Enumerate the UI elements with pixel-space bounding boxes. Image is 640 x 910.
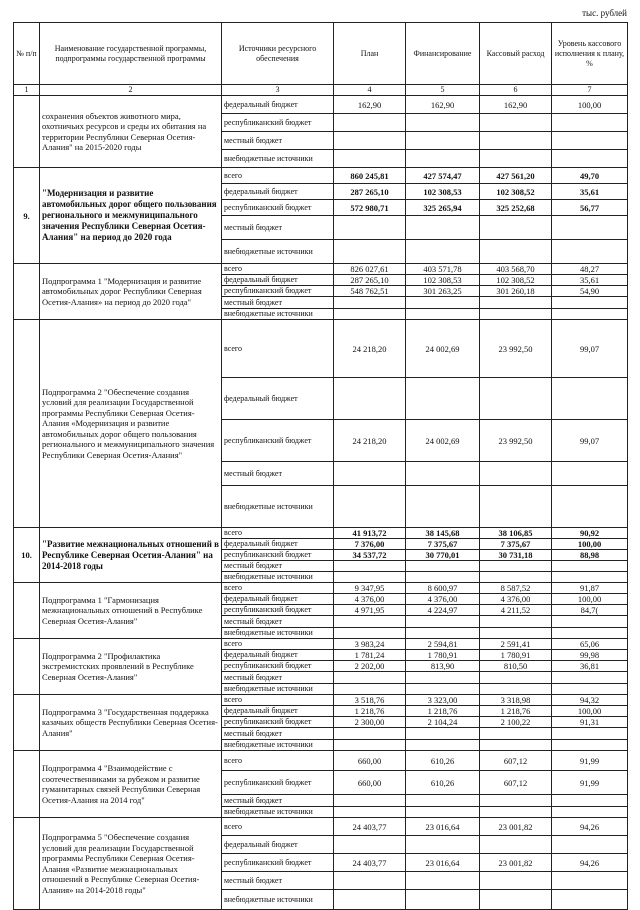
cash-cell: 810,50 (480, 661, 552, 672)
subprogram-name: Подпрограмма 1 "Гармонизация межнациональных отношений в Республике Северная Осетия-Алания" (40, 583, 222, 639)
plan-cell (334, 572, 406, 583)
cash-cell: 102 308,52 (480, 184, 552, 200)
cash-cell: 301 260,18 (480, 286, 552, 297)
header-row (14, 23, 628, 85)
source-cell: федеральный бюджет (222, 650, 334, 661)
cash-cell: 607,12 (480, 771, 552, 795)
funding-cell: 162,90 (406, 96, 480, 114)
source-cell: местный бюджет (222, 728, 334, 740)
cash-cell (480, 216, 552, 240)
cash-cell: 4 376,00 (480, 594, 552, 605)
plan-cell (334, 795, 406, 807)
percent-cell (552, 836, 628, 854)
unit-label: тыс. рублей (582, 8, 627, 18)
percent-cell (552, 795, 628, 807)
index-cell: 2 (40, 85, 222, 96)
source-cell: всего (222, 168, 334, 184)
funding-cell: 38 145,68 (406, 528, 480, 539)
plan-cell (334, 378, 406, 420)
plan-cell (334, 728, 406, 740)
plan-cell: 9 347,95 (334, 583, 406, 594)
percent-cell (552, 309, 628, 320)
source-cell: республиканский бюджет (222, 717, 334, 728)
plan-cell: 34 537,72 (334, 550, 406, 561)
col-name-header: Наименование государственной программы, подпрограммы государственной программы (40, 23, 222, 85)
plan-cell: 4 971,95 (334, 605, 406, 616)
cash-cell (480, 628, 552, 639)
cash-cell (480, 114, 552, 132)
percent-cell (552, 297, 628, 309)
plan-cell (334, 114, 406, 132)
funding-cell: 24 002,69 (406, 320, 480, 378)
col-cash-header: Кассовый расход (480, 23, 552, 85)
percent-cell (552, 240, 628, 264)
percent-cell: 94,32 (552, 695, 628, 706)
source-cell: местный бюджет (222, 872, 334, 890)
funding-cell: 3 323,00 (406, 695, 480, 706)
source-cell: внебюджетные источники (222, 150, 334, 168)
funding-cell (406, 561, 480, 572)
plan-cell (334, 890, 406, 910)
plan-cell: 287 265,10 (334, 184, 406, 200)
percent-cell (552, 150, 628, 168)
subprogram-name: сохранения объектов животного мира, охотничьих ресурсов и среды их обитания на территории Республики Северная Осетия-Алания" на 2015-2020 годы (40, 96, 222, 168)
funding-cell: 30 770,01 (406, 550, 480, 561)
funding-cell (406, 836, 480, 854)
funding-cell (406, 807, 480, 818)
plan-cell (334, 462, 406, 486)
plan-cell (334, 836, 406, 854)
funding-cell (406, 150, 480, 168)
cash-cell (480, 836, 552, 854)
source-cell: федеральный бюджет (222, 378, 334, 420)
plan-cell: 572 980,71 (334, 200, 406, 216)
percent-cell: 49,70 (552, 168, 628, 184)
table-row (14, 264, 628, 275)
source-cell: местный бюджет (222, 672, 334, 684)
percent-cell (552, 616, 628, 628)
funding-cell: 610,26 (406, 751, 480, 771)
col-plan-header: План (334, 23, 406, 85)
cash-cell (480, 795, 552, 807)
funding-cell (406, 114, 480, 132)
cash-cell: 7 375,67 (480, 539, 552, 550)
program-name: "Модернизация и развитие автомобильных дорог общего пользования регионального и межмуниципального значения Республики Северная Осетия-Алания" на период до 2020 года (40, 168, 222, 264)
funding-cell: 610,26 (406, 771, 480, 795)
percent-cell (552, 378, 628, 420)
row-number (14, 264, 40, 320)
funding-cell (406, 132, 480, 150)
source-cell: республиканский бюджет (222, 605, 334, 616)
funding-cell: 24 002,69 (406, 420, 480, 462)
source-cell: местный бюджет (222, 561, 334, 572)
cash-cell (480, 672, 552, 684)
source-cell: федеральный бюджет (222, 836, 334, 854)
funding-cell: 4 224,97 (406, 605, 480, 616)
funding-cell: 4 376,00 (406, 594, 480, 605)
plan-cell: 548 762,51 (334, 286, 406, 297)
subprogram-name: Подпрограмма 5 "Обеспечение создания условий для реализации Государственной программы Республики Северная Осетия-Алания «Развитие межнациональных отношений в Республике Северная Осетия-Алания» на 2014-2018 годы" (40, 818, 222, 910)
percent-cell: 35,61 (552, 275, 628, 286)
table-row (14, 695, 628, 706)
percent-cell: 91,87 (552, 583, 628, 594)
funding-cell (406, 628, 480, 639)
plan-cell: 24 403,77 (334, 854, 406, 872)
funding-cell: 2 104,24 (406, 717, 480, 728)
funding-cell (406, 572, 480, 583)
plan-cell: 24 218,20 (334, 420, 406, 462)
cash-cell: 102 308,52 (480, 275, 552, 286)
source-cell: всего (222, 639, 334, 650)
cash-cell (480, 728, 552, 740)
funding-cell: 1 780,91 (406, 650, 480, 661)
table-body (14, 96, 628, 910)
table-row (14, 96, 628, 114)
cash-cell: 427 561,20 (480, 168, 552, 184)
plan-cell: 41 913,72 (334, 528, 406, 539)
funding-cell (406, 216, 480, 240)
cash-cell (480, 807, 552, 818)
cash-cell: 23 992,50 (480, 320, 552, 378)
percent-cell (552, 114, 628, 132)
row-number (14, 320, 40, 528)
plan-cell: 1 218,76 (334, 706, 406, 717)
source-cell: республиканский бюджет (222, 420, 334, 462)
percent-cell (552, 572, 628, 583)
cash-cell (480, 890, 552, 910)
cash-cell (480, 616, 552, 628)
cash-cell (480, 486, 552, 528)
row-number (14, 818, 40, 910)
percent-cell (552, 462, 628, 486)
table-row (14, 818, 628, 836)
cash-cell: 23 001,82 (480, 818, 552, 836)
source-cell: федеральный бюджет (222, 96, 334, 114)
index-cell: 4 (334, 85, 406, 96)
plan-cell (334, 628, 406, 639)
source-cell: республиканский бюджет (222, 854, 334, 872)
plan-cell: 826 027,61 (334, 264, 406, 275)
percent-cell: 91,31 (552, 717, 628, 728)
percent-cell: 35,61 (552, 184, 628, 200)
cash-cell: 1 780,91 (480, 650, 552, 661)
plan-cell: 660,00 (334, 771, 406, 795)
percent-cell (552, 807, 628, 818)
percent-cell: 100,00 (552, 539, 628, 550)
plan-cell (334, 486, 406, 528)
source-cell: федеральный бюджет (222, 594, 334, 605)
plan-cell: 24 218,20 (334, 320, 406, 378)
percent-cell: 90,92 (552, 528, 628, 539)
row-number (14, 96, 40, 168)
plan-cell: 3 518,76 (334, 695, 406, 706)
percent-cell: 54,90 (552, 286, 628, 297)
plan-cell (334, 240, 406, 264)
source-cell: внебюджетные источники (222, 740, 334, 751)
source-cell: всего (222, 583, 334, 594)
source-cell: всего (222, 528, 334, 539)
col-percent-header: Уровень кассового исполнения к плану, % (552, 23, 628, 85)
funding-cell (406, 297, 480, 309)
percent-cell: 99,07 (552, 420, 628, 462)
plan-cell (334, 672, 406, 684)
percent-cell: 100,00 (552, 706, 628, 717)
plan-cell: 287 265,10 (334, 275, 406, 286)
percent-cell (552, 561, 628, 572)
subprogram-name: Подпрограмма 3 "Государственная поддержка казачьих обществ Республики Северная Осетия-Алания" (40, 695, 222, 751)
cash-cell (480, 572, 552, 583)
source-cell: республиканский бюджет (222, 286, 334, 297)
source-cell: республиканский бюджет (222, 200, 334, 216)
cash-cell (480, 740, 552, 751)
row-number (14, 583, 40, 639)
row-number: 10. (14, 528, 40, 583)
funding-cell: 301 263,25 (406, 286, 480, 297)
percent-cell (552, 486, 628, 528)
source-cell: республиканский бюджет (222, 661, 334, 672)
source-cell: всего (222, 751, 334, 771)
funding-cell (406, 684, 480, 695)
funding-cell (406, 740, 480, 751)
cash-cell: 403 568,70 (480, 264, 552, 275)
source-cell: местный бюджет (222, 297, 334, 309)
funding-cell: 102 308,53 (406, 275, 480, 286)
percent-cell: 100,00 (552, 96, 628, 114)
source-cell: федеральный бюджет (222, 539, 334, 550)
subprogram-name: Подпрограмма 4 "Взаимодействие с соотечественниками за рубежом и развитие гуманитарных связей Республики Северная Осетия-Алания на 2014 год" (40, 751, 222, 818)
index-cell: 3 (222, 85, 334, 96)
percent-cell: 48,27 (552, 264, 628, 275)
cash-cell: 2 591,41 (480, 639, 552, 650)
cash-cell: 607,12 (480, 751, 552, 771)
percent-cell: 65,06 (552, 639, 628, 650)
cash-cell (480, 684, 552, 695)
table-row (14, 751, 628, 771)
plan-cell (334, 150, 406, 168)
cash-cell: 162,90 (480, 96, 552, 114)
plan-cell: 4 376,00 (334, 594, 406, 605)
source-cell: всего (222, 695, 334, 706)
percent-cell: 84,7( (552, 605, 628, 616)
source-cell: местный бюджет (222, 795, 334, 807)
plan-cell (334, 740, 406, 751)
plan-cell: 7 376,00 (334, 539, 406, 550)
row-number (14, 751, 40, 818)
funding-cell (406, 309, 480, 320)
plan-cell (334, 297, 406, 309)
funding-cell (406, 486, 480, 528)
percent-cell (552, 672, 628, 684)
source-cell: местный бюджет (222, 616, 334, 628)
cash-cell: 2 100,22 (480, 717, 552, 728)
col-num-header: № п/п (14, 23, 40, 85)
percent-cell: 36,81 (552, 661, 628, 672)
index-cell: 6 (480, 85, 552, 96)
percent-cell: 100,00 (552, 594, 628, 605)
source-cell: республиканский бюджет (222, 550, 334, 561)
plan-cell: 24 403,77 (334, 818, 406, 836)
percent-cell: 91,99 (552, 751, 628, 771)
plan-cell (334, 872, 406, 890)
percent-cell (552, 216, 628, 240)
percent-cell (552, 132, 628, 150)
cash-cell: 23 001,82 (480, 854, 552, 872)
funding-cell (406, 728, 480, 740)
source-cell: федеральный бюджет (222, 706, 334, 717)
plan-cell (334, 561, 406, 572)
percent-cell: 91,99 (552, 771, 628, 795)
subprogram-name: Подпрограмма 2 "Профилактика экстремистских проявлений в Республике Северная Осетия-Алания" (40, 639, 222, 695)
percent-cell: 99,98 (552, 650, 628, 661)
percent-cell: 94,26 (552, 818, 628, 836)
funding-cell: 403 571,78 (406, 264, 480, 275)
source-cell: федеральный бюджет (222, 275, 334, 286)
cash-cell: 1 218,76 (480, 706, 552, 717)
funding-cell (406, 672, 480, 684)
cash-cell (480, 150, 552, 168)
source-cell: республиканский бюджет (222, 114, 334, 132)
cash-cell (480, 462, 552, 486)
percent-cell: 99,07 (552, 320, 628, 378)
source-cell: внебюджетные источники (222, 309, 334, 320)
percent-cell: 94,26 (552, 854, 628, 872)
cash-cell (480, 561, 552, 572)
cash-cell: 38 106,85 (480, 528, 552, 539)
col-funding-header: Финансирование (406, 23, 480, 85)
funding-cell (406, 890, 480, 910)
index-cell: 7 (552, 85, 628, 96)
cash-cell: 325 252,68 (480, 200, 552, 216)
cash-cell (480, 132, 552, 150)
plan-cell (334, 616, 406, 628)
plan-cell (334, 807, 406, 818)
table-row (14, 639, 628, 650)
funding-cell (406, 378, 480, 420)
cash-cell: 30 731,18 (480, 550, 552, 561)
table-row (14, 583, 628, 594)
plan-cell: 3 983,24 (334, 639, 406, 650)
funding-cell (406, 240, 480, 264)
funding-cell: 102 308,53 (406, 184, 480, 200)
source-cell: республиканский бюджет (222, 771, 334, 795)
funding-cell (406, 616, 480, 628)
cash-cell (480, 297, 552, 309)
row-number: 9. (14, 168, 40, 264)
source-cell: внебюджетные источники (222, 572, 334, 583)
table-row (14, 528, 628, 539)
cash-cell: 3 318,98 (480, 695, 552, 706)
cash-cell (480, 309, 552, 320)
source-cell: местный бюджет (222, 216, 334, 240)
subprogram-name: Подпрограмма 2 "Обеспечение создания условий для реализации Государственной программы Республики Северная Осетия-Алания «Модернизация и развитие автомобильных дорог общего пользования регионального и межмуниципального значения Республики Северная Осетия-Алания" (40, 320, 222, 528)
source-cell: внебюджетные источники (222, 628, 334, 639)
source-cell: внебюджетные источники (222, 684, 334, 695)
cash-cell: 8 587,52 (480, 583, 552, 594)
plan-cell: 162,90 (334, 96, 406, 114)
source-cell: местный бюджет (222, 462, 334, 486)
budget-table (13, 22, 628, 910)
source-cell: федеральный бюджет (222, 184, 334, 200)
percent-cell (552, 872, 628, 890)
row-number (14, 639, 40, 695)
percent-cell (552, 728, 628, 740)
program-name: "Развитие межнациональных отношений в Республике Северная Осетия-Алания" на 2014-2018 годы (40, 528, 222, 583)
plan-cell: 2 300,00 (334, 717, 406, 728)
source-cell: внебюджетные источники (222, 486, 334, 528)
plan-cell (334, 216, 406, 240)
plan-cell: 2 202,00 (334, 661, 406, 672)
source-cell: местный бюджет (222, 132, 334, 150)
index-cell: 1 (14, 85, 40, 96)
funding-cell (406, 872, 480, 890)
index-cell: 5 (406, 85, 480, 96)
row-number (14, 695, 40, 751)
funding-cell: 23 016,64 (406, 854, 480, 872)
funding-cell: 7 375,67 (406, 539, 480, 550)
cash-cell: 23 992,50 (480, 420, 552, 462)
percent-cell (552, 890, 628, 910)
funding-cell: 427 574,47 (406, 168, 480, 184)
plan-cell: 660,00 (334, 751, 406, 771)
percent-cell (552, 740, 628, 751)
cash-cell (480, 378, 552, 420)
plan-cell (334, 309, 406, 320)
funding-cell: 2 594,81 (406, 639, 480, 650)
source-cell: всего (222, 264, 334, 275)
funding-cell: 23 016,64 (406, 818, 480, 836)
source-cell: внебюджетные источники (222, 807, 334, 818)
funding-cell: 813,90 (406, 661, 480, 672)
source-cell: всего (222, 320, 334, 378)
cash-cell (480, 240, 552, 264)
funding-cell (406, 462, 480, 486)
index-row (14, 85, 628, 96)
cash-cell (480, 872, 552, 890)
percent-cell: 56,77 (552, 200, 628, 216)
percent-cell: 88,98 (552, 550, 628, 561)
funding-cell: 1 218,76 (406, 706, 480, 717)
cash-cell: 4 211,52 (480, 605, 552, 616)
funding-cell: 325 265,94 (406, 200, 480, 216)
source-cell: внебюджетные источники (222, 240, 334, 264)
plan-cell: 1 781,24 (334, 650, 406, 661)
funding-cell (406, 795, 480, 807)
source-cell: внебюджетные источники (222, 890, 334, 910)
percent-cell (552, 684, 628, 695)
plan-cell (334, 684, 406, 695)
percent-cell (552, 628, 628, 639)
funding-cell: 8 600,97 (406, 583, 480, 594)
table-row (14, 168, 628, 184)
col-source-header: Источники ресурсного обеспечения (222, 23, 334, 85)
plan-cell (334, 132, 406, 150)
source-cell: всего (222, 818, 334, 836)
table-row (14, 320, 628, 378)
subprogram-name: Подпрограмма 1 "Модернизация и развитие автомобильных дорог Республики Северная Осетия-Алания» на период до 2020 года" (40, 264, 222, 320)
plan-cell: 860 245,81 (334, 168, 406, 184)
